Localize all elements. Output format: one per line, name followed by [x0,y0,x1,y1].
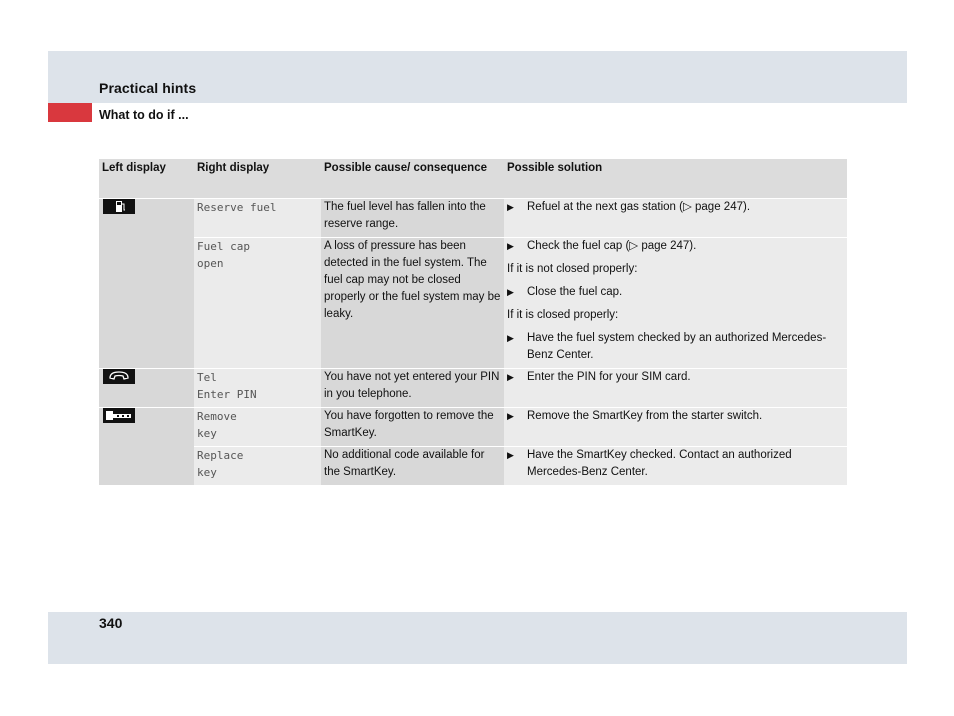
solution-cell [504,408,847,447]
fuel-pump-icon [103,199,135,214]
left-display-cell [99,199,194,369]
right-display-text: Remove key [197,410,237,440]
table-header-row [99,159,847,199]
solution-condition: If it is closed properly: [507,309,619,321]
bullet-arrow-icon: ▶ [507,411,514,421]
right-display-text: Fuel cap open [197,240,250,270]
table-row [99,408,847,447]
solution-step-text: Have the SmartKey checked. Contact an authorized Mercedes-Benz Center. [527,449,792,478]
solution-step [507,330,844,364]
footer-band [48,612,907,664]
right-display-cell [194,199,321,238]
bullet-arrow-icon: ▶ [507,241,514,251]
solution-step-text: Refuel at the next gas station (▷ page 247). [527,201,751,213]
solution-step-text: Have the fuel system checked by an authorized Mercedes-Benz Center. [527,332,827,361]
cause-cell: A loss of pressure has been detected in the fuel system. The fuel cap may not be closed properly or the fuel system may be leaky. [321,238,504,369]
solution-step-text: Enter the PIN for your SIM card. [527,371,691,383]
bullet-arrow-icon: ▶ [507,372,514,382]
cause-cell: The fuel level has fallen into the reserve range. [321,199,504,238]
solution-cell [504,447,847,486]
right-display-text: Reserve fuel [197,201,277,214]
page-number: 340 [99,615,123,631]
solution-step [507,199,844,216]
section-title: Practical hints [99,80,197,96]
solution-step [507,238,844,255]
left-display-cell [99,408,194,486]
table-row [99,369,847,408]
solution-cell [504,369,847,408]
column-header-solution: Possible solution [504,159,847,199]
solution-cell [504,238,847,369]
right-display-text: Tel Enter PIN [197,371,257,401]
solution-step [507,369,844,386]
solution-step [507,408,844,425]
cause-cell: You have forgotten to remove the SmartKey. [321,408,504,447]
solution-step-text: Close the fuel cap. [527,286,623,298]
right-display-cell [194,447,321,486]
bullet-arrow-icon: ▶ [507,333,514,343]
solution-step [507,447,844,481]
bullet-arrow-icon: ▶ [507,202,514,212]
table-row [99,238,847,369]
solution-step-text: Check the fuel cap (▷ page 247). [527,240,697,252]
table-row [99,447,847,486]
right-display-cell [194,238,321,369]
bullet-arrow-icon: ▶ [507,287,514,297]
smartkey-icon [103,408,135,423]
cause-cell: No additional code available for the SmartKey. [321,447,504,486]
cause-cell: You have not yet entered your PIN in you telephone. [321,369,504,408]
solution-condition: If it is not closed properly: [507,263,638,275]
telephone-icon [103,369,135,384]
right-display-cell [194,369,321,408]
right-display-text: Replace key [197,449,244,479]
column-header-cause: Possible cause/ consequence [321,159,504,199]
hints-table [99,159,847,485]
left-display-cell [99,369,194,408]
column-header-right-display: Right display [194,159,321,199]
solution-step-text: Remove the SmartKey from the starter switch. [527,410,763,422]
subsection-title: What to do if ... [99,108,189,122]
solution-step [507,284,844,301]
bullet-arrow-icon: ▶ [507,450,514,460]
column-header-left-display: Left display [99,159,194,199]
solution-cell [504,199,847,238]
table-row [99,199,847,238]
right-display-cell [194,408,321,447]
section-marker [48,103,92,122]
